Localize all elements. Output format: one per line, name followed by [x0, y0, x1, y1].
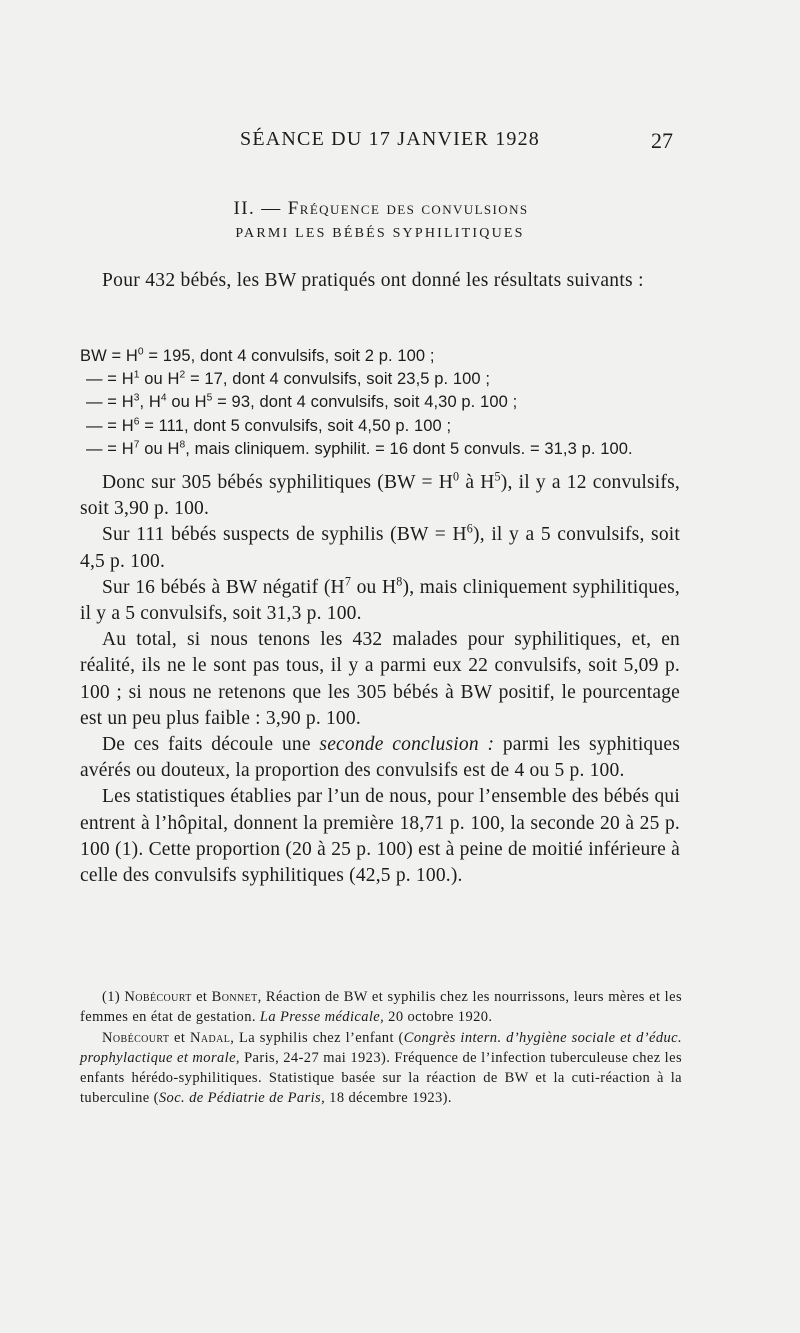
- result-line: — = $H^6 = 111$, dont 5 convulsifs, soit 4,50 p. 100 ;: [86, 416, 452, 435]
- footnote: Nobécourt et Nadal, La syphilis chez l’enfant (Congrès intern. d’hygiène sociale et d’éduc. prophylactique et morale, Paris, 24-27 mai 1923). Fréquence de l’infection tuberculeuse chez les enfants hérédo-syphilitiques. Statistique basée sur la réaction de BW et la cuti-réaction à la tuberculine (Soc. de Pédiatrie de Paris, 18 décembre 1923).: [80, 1029, 682, 1107]
- section-subheading: PARMI LES BÉBÉS SYPHILITIQUES: [235, 226, 525, 241]
- paragraph: Sur 111 bébés suspects de syphilis $(BW = H^6)$, il y a 5 convulsifs, soit 4,5 p. 100.: [80, 521, 681, 572]
- footnotes: [80, 987, 682, 1109]
- intro-paragraph: Pour 432 bébés, les BW pratiqués ont donné les résultats suivants :: [102, 270, 644, 291]
- result-line: BW = $H^0 = 195$, dont 4 convulsifs, soit 2 p. 100 ;: [80, 346, 435, 365]
- main-text: [80, 470, 680, 889]
- paragraph: Donc sur 305 bébés syphilitiques ($BW = H^0$ à $H^5$), il y a 12 convulsifs, soit 3,90 p. 100.: [80, 469, 680, 520]
- footnote: (1) Nobécourt et Bonnet, Réaction de BW et syphilis chez les nourrissons, leurs mères et les femmes en état de gestation. La Presse médicale, 20 octobre 1920.: [80, 989, 682, 1026]
- page-number: 27: [651, 128, 673, 153]
- running-title: SÉANCE DU 17 JANVIER 1928: [240, 128, 540, 150]
- paragraph: Au total, si nous tenons les 432 malades pour syphilitiques, et, en réalité, ils ne le sont pas tous, il y a parmi eux 22 convulsifs, soit 5,09 p. 100 ; si nous ne retenons que les 305 bébés à BW positif, le pourcentage est un peu plus faible : 3,90 p. 100.: [80, 629, 680, 729]
- running-header: [0, 128, 800, 164]
- result-line: — = $H^3$, $H^4$ ou $H^5 = 93$, dont 4 convulsifs, soit 4,30 p. 100 ;: [86, 392, 518, 412]
- emphasis: seconde conclusion :: [319, 734, 495, 756]
- section-heading: II. — Fréquence des convulsions: [233, 198, 529, 219]
- paragraph: De ces faits découle une seconde conclusion : parmi les syphitiques avérés ou douteux, la proportion des convulsifs est de 4 ou 5 p. 100.: [80, 734, 680, 782]
- paragraph: Sur 16 bébés à BW négatif ($H^7$ ou $H^8$), mais cliniquement syphilitiques, il y a 5 convulsifs, soit 31,3 p. 100.: [80, 574, 680, 625]
- result-line: — = $H^7$ ou $H^8$, mais cliniquem. syphilit. = 16 dont 5 convuls. = 31,3 p. 100.: [86, 439, 633, 458]
- paragraph: Les statistiques établies par l’un de nous, pour l’ensemble des bébés qui entrent à l’hôpital, donnent la première 18,71 p. 100, la seconde 20 à 25 p. 100 (1). Cette proportion (20 à 25 p. 100) est à peine de moitié inférieure à celle des convulsifs syphilitiques (42,5 p. 100.).: [80, 786, 680, 887]
- result-line: — = $H^1$ ou $H^2 = 17$, dont 4 convulsifs, soit 23,5 p. 100 ;: [86, 369, 491, 389]
- results-list: [80, 345, 700, 461]
